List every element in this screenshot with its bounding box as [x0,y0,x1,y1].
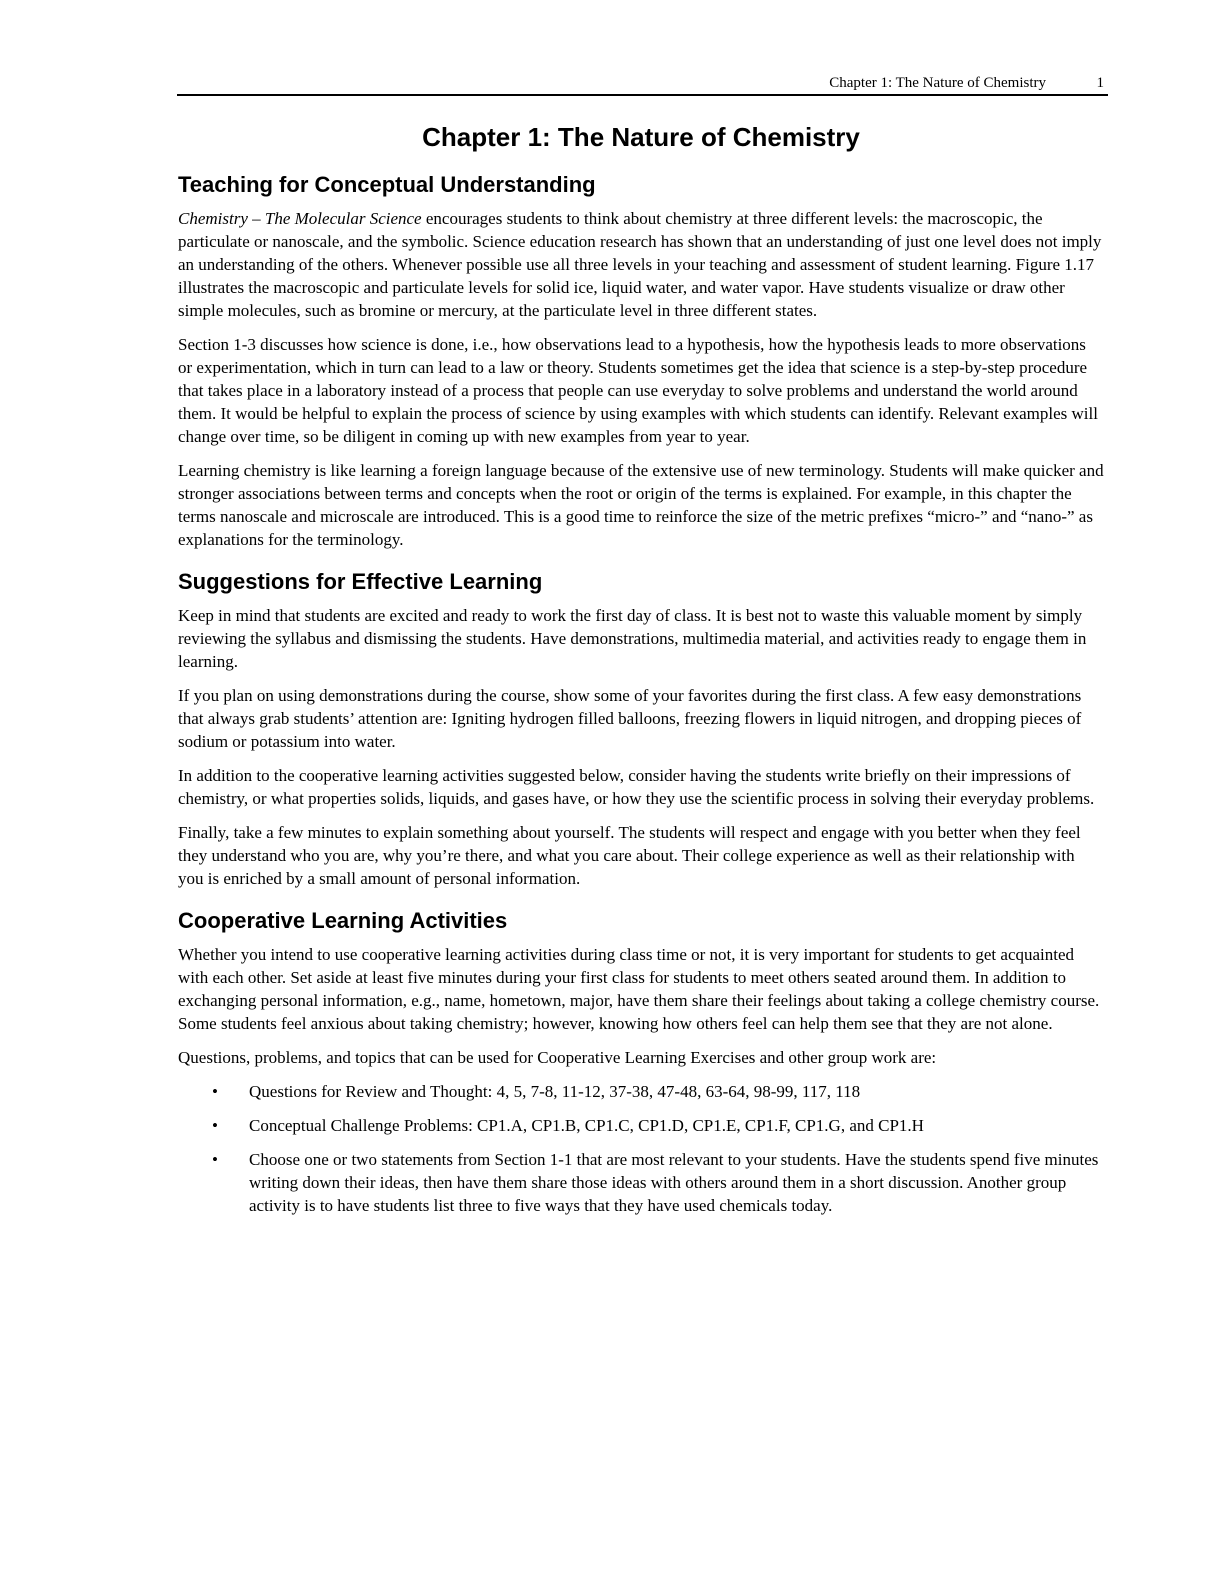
bullet-icon: • [212,1116,218,1135]
list-item [178,1148,1104,1217]
chapter-title: Chapter 1: The Nature of Chemistry [422,122,860,152]
list-item-text: Questions for Review and Thought: 4, 5, 7-8, 11-12, 37-38, 47-48, 63-64, 98-99, 117, 118 [249,1082,861,1101]
section-cooperative-learning [178,906,1104,1217]
running-header [177,72,1108,96]
paragraph: Finally, take a few minutes to explain something about yourself. The students will respect and engage with you better when they feel they understand who you are, why you’re there, and what you care about. Their college experience as well as their relationship with you is enriched by a small amount of personal information. [178,823,1081,888]
paragraph: Whether you intend to use cooperative learning activities during class time or not, it is very important for students to get acquainted with each other. Set aside at least five minutes during your first class for students to meet others seated around them. In addition to exchanging personal information, e.g., name, hometown, major, have them share their feelings about taking a college chemistry course. Some students feel anxious about taking chemistry; however, knowing how others feel can help them see that they are not alone. [178,945,1100,1033]
section-heading: Cooperative Learning Activities [178,908,508,933]
paragraph-text: encourages students to think about chemistry at three different levels: the macroscopic, the particulate or nanoscale, and the symbolic. Science education research has shown that an understanding of just one level does not imply an understanding of the others. Whenever possible use all three levels in your teaching and assessment of student learning. Figure 1.17 illustrates the macroscopic and particulate levels for solid ice, liquid water, and water vapor. Have students visualize or draw other simple molecules, such as bromine or mercury, at the particulate level in three different states. [178,209,1102,320]
paragraph: If you plan on using demonstrations during the course, show some of your favorites during the first class. A few easy demonstrations that always grab students’ attention are: Igniting hydrogen filled balloons, freezing flowers in liquid nitrogen, and dropping pieces of sodium or potassium into water. [178,686,1082,751]
paragraph: Keep in mind that students are excited and ready to work the first day of class. It is best not to waste this valuable moment by simply reviewing the syllabus and dismissing the students. Have demonstrations, multimedia material, and activities ready to engage them in learning. [178,606,1087,671]
section-heading: Teaching for Conceptual Understanding [178,172,596,197]
running-title: Chapter 1: The Nature of Chemistry [829,75,1046,91]
paragraph: Questions, problems, and topics that can be used for Cooperative Learning Exercises and other group work are: [178,1048,937,1067]
paragraph [178,207,1104,322]
paragraph: Learning chemistry is like learning a foreign language because of the extensive use of new terminology. Students will make quicker and stronger associations between terms and concepts when the root or origin of the terms is explained. For example, in this chapter the terms nanoscale and microscale are introduced. This is a good time to reinforce the size of the metric prefixes “micro-” and “nano-” as explanations for the terminology. [178,461,1104,549]
activity-list [178,1080,1104,1217]
paragraph: In addition to the cooperative learning activities suggested below, consider having the students write briefly on their impressions of chemistry, or what properties solids, liquids, and gases have, or how they use the scientific process in solving their everyday problems. [178,766,1095,808]
list-item [178,1114,1104,1137]
section-effective-learning [178,567,1104,890]
page-number: 1 [1096,75,1104,91]
section-heading: Suggestions for Effective Learning [178,569,543,594]
paragraph: Section 1-3 discusses how science is done, i.e., how observations lead to a hypothesis, how the hypothesis leads to more observations or experimentation, which in turn can lead to a law or theory. Students sometimes get the idea that science is a step-by-step procedure that takes place in a laboratory instead of a process that people can use everyday to solve problems and understand the world around them. It would be helpful to explain the process of science by using examples with which students can identify. Relevant examples will change over time, so be diligent in coming up with new examples from year to year. [178,335,1098,446]
bullet-icon: • [212,1082,218,1101]
book-title: Chemistry – The Molecular Science [178,209,422,228]
list-item [178,1080,1104,1103]
page-content [178,118,1104,1228]
list-item-text: Choose one or two statements from Section 1-1 that are most relevant to your students. Have the students spend five minutes writing down their ideas, then have them share those ideas with others around them in a short discussion. Another group activity is to have students list three to five ways that they have used chemicals today. [249,1150,1099,1215]
list-item-text: Conceptual Challenge Problems: CP1.A, CP1.B, CP1.C, CP1.D, CP1.E, CP1.F, CP1.G, and CP1.H [249,1116,924,1135]
bullet-icon: • [212,1150,218,1169]
section-conceptual-understanding [178,170,1104,551]
